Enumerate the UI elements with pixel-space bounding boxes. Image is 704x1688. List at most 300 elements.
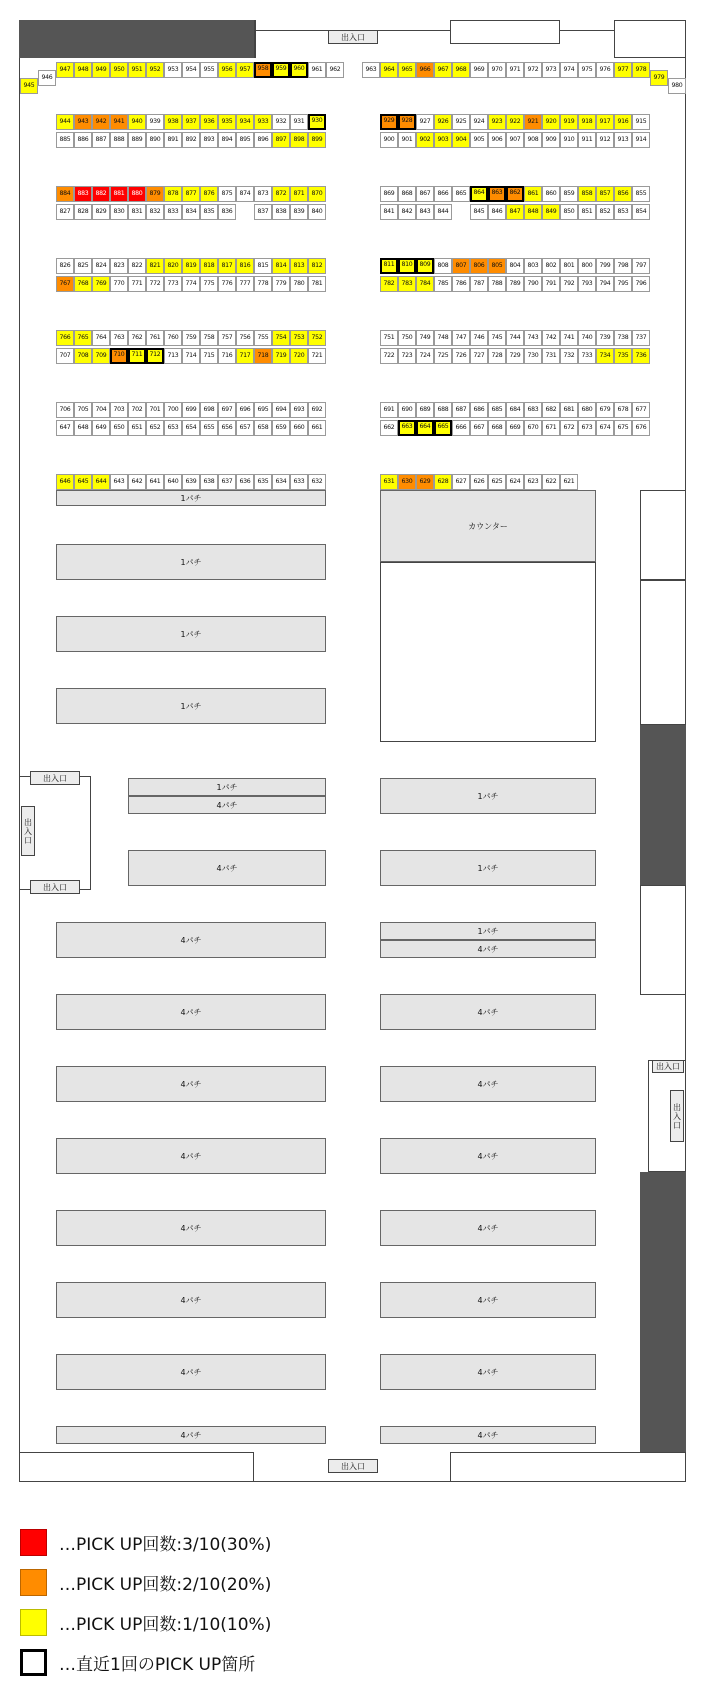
machine-748[interactable]: 748 <box>434 330 452 346</box>
machine-914[interactable]: 914 <box>632 132 650 148</box>
entrance-right-side[interactable]: 出入口 <box>670 1090 684 1142</box>
machine-671[interactable]: 671 <box>542 420 560 436</box>
machine-860[interactable]: 860 <box>542 186 560 202</box>
machine-924[interactable]: 924 <box>470 114 488 130</box>
machine-656[interactable]: 656 <box>218 420 236 436</box>
machine-791[interactable]: 791 <box>542 276 560 292</box>
machine-798[interactable]: 798 <box>614 258 632 274</box>
machine-882[interactable]: 882 <box>92 186 110 202</box>
machine-812[interactable]: 812 <box>308 258 326 274</box>
machine-934[interactable]: 934 <box>236 114 254 130</box>
machine-848[interactable]: 848 <box>524 204 542 220</box>
machine-837[interactable]: 837 <box>254 204 272 220</box>
machine-677[interactable]: 677 <box>632 402 650 418</box>
machine-621[interactable]: 621 <box>560 474 578 490</box>
machine-730[interactable]: 730 <box>524 348 542 364</box>
machine-647[interactable]: 647 <box>56 420 74 436</box>
machine-796[interactable]: 796 <box>632 276 650 292</box>
machine-707[interactable]: 707 <box>56 348 74 364</box>
machine-752[interactable]: 752 <box>308 330 326 346</box>
machine-658[interactable]: 658 <box>254 420 272 436</box>
machine-779[interactable]: 779 <box>272 276 290 292</box>
machine-879[interactable]: 879 <box>146 186 164 202</box>
machine-674[interactable]: 674 <box>596 420 614 436</box>
machine-689[interactable]: 689 <box>416 402 434 418</box>
machine-629[interactable]: 629 <box>416 474 434 490</box>
machine-739[interactable]: 739 <box>596 330 614 346</box>
machine-968[interactable]: 968 <box>452 62 470 78</box>
machine-938[interactable]: 938 <box>164 114 182 130</box>
machine-975[interactable]: 975 <box>578 62 596 78</box>
machine-661[interactable]: 661 <box>308 420 326 436</box>
machine-782[interactable]: 782 <box>380 276 398 292</box>
machine-775[interactable]: 775 <box>200 276 218 292</box>
machine-701[interactable]: 701 <box>146 402 164 418</box>
machine-974[interactable]: 974 <box>560 62 578 78</box>
machine-917[interactable]: 917 <box>596 114 614 130</box>
machine-703[interactable]: 703 <box>110 402 128 418</box>
machine-705[interactable]: 705 <box>74 402 92 418</box>
machine-635[interactable]: 635 <box>254 474 272 490</box>
machine-773[interactable]: 773 <box>164 276 182 292</box>
machine-824[interactable]: 824 <box>92 258 110 274</box>
machine-646[interactable]: 646 <box>56 474 74 490</box>
machine-814[interactable]: 814 <box>272 258 290 274</box>
machine-746[interactable]: 746 <box>470 330 488 346</box>
machine-946[interactable]: 946 <box>38 70 56 86</box>
machine-829[interactable]: 829 <box>92 204 110 220</box>
machine-740[interactable]: 740 <box>578 330 596 346</box>
machine-921[interactable]: 921 <box>524 114 542 130</box>
machine-787[interactable]: 787 <box>470 276 488 292</box>
machine-684[interactable]: 684 <box>506 402 524 418</box>
machine-794[interactable]: 794 <box>596 276 614 292</box>
machine-961[interactable]: 961 <box>308 62 326 78</box>
machine-808[interactable]: 808 <box>434 258 452 274</box>
machine-623[interactable]: 623 <box>524 474 542 490</box>
machine-631[interactable]: 631 <box>380 474 398 490</box>
machine-765[interactable]: 765 <box>74 330 92 346</box>
machine-855[interactable]: 855 <box>632 186 650 202</box>
machine-735[interactable]: 735 <box>614 348 632 364</box>
machine-788[interactable]: 788 <box>488 276 506 292</box>
machine-926[interactable]: 926 <box>434 114 452 130</box>
machine-632[interactable]: 632 <box>308 474 326 490</box>
machine-979[interactable]: 979 <box>650 70 668 86</box>
machine-874[interactable]: 874 <box>236 186 254 202</box>
machine-827[interactable]: 827 <box>56 204 74 220</box>
machine-626[interactable]: 626 <box>470 474 488 490</box>
machine-865[interactable]: 865 <box>452 186 470 202</box>
machine-944[interactable]: 944 <box>56 114 74 130</box>
machine-685[interactable]: 685 <box>488 402 506 418</box>
machine-895[interactable]: 895 <box>236 132 254 148</box>
machine-713[interactable]: 713 <box>164 348 182 364</box>
machine-840[interactable]: 840 <box>308 204 326 220</box>
machine-815[interactable]: 815 <box>254 258 272 274</box>
machine-640[interactable]: 640 <box>164 474 182 490</box>
machine-649[interactable]: 649 <box>92 420 110 436</box>
machine-806[interactable]: 806 <box>470 258 488 274</box>
machine-769[interactable]: 769 <box>92 276 110 292</box>
machine-757[interactable]: 757 <box>218 330 236 346</box>
machine-688[interactable]: 688 <box>434 402 452 418</box>
machine-695[interactable]: 695 <box>254 402 272 418</box>
machine-766[interactable]: 766 <box>56 330 74 346</box>
machine-792[interactable]: 792 <box>560 276 578 292</box>
machine-941[interactable]: 941 <box>110 114 128 130</box>
machine-887[interactable]: 887 <box>92 132 110 148</box>
machine-645[interactable]: 645 <box>74 474 92 490</box>
machine-978[interactable]: 978 <box>632 62 650 78</box>
machine-785[interactable]: 785 <box>434 276 452 292</box>
machine-725[interactable]: 725 <box>434 348 452 364</box>
machine-885[interactable]: 885 <box>56 132 74 148</box>
machine-950[interactable]: 950 <box>110 62 128 78</box>
machine-819[interactable]: 819 <box>182 258 200 274</box>
machine-634[interactable]: 634 <box>272 474 290 490</box>
machine-868[interactable]: 868 <box>398 186 416 202</box>
machine-686[interactable]: 686 <box>470 402 488 418</box>
machine-762[interactable]: 762 <box>128 330 146 346</box>
machine-655[interactable]: 655 <box>200 420 218 436</box>
machine-831[interactable]: 831 <box>128 204 146 220</box>
machine-832[interactable]: 832 <box>146 204 164 220</box>
machine-650[interactable]: 650 <box>110 420 128 436</box>
machine-864[interactable]: 864 <box>470 186 488 202</box>
machine-732[interactable]: 732 <box>560 348 578 364</box>
machine-639[interactable]: 639 <box>182 474 200 490</box>
machine-648[interactable]: 648 <box>74 420 92 436</box>
machine-710[interactable]: 710 <box>110 348 128 364</box>
machine-888[interactable]: 888 <box>110 132 128 148</box>
machine-742[interactable]: 742 <box>542 330 560 346</box>
machine-733[interactable]: 733 <box>578 348 596 364</box>
machine-906[interactable]: 906 <box>488 132 506 148</box>
machine-899[interactable]: 899 <box>308 132 326 148</box>
machine-966[interactable]: 966 <box>416 62 434 78</box>
machine-679[interactable]: 679 <box>596 402 614 418</box>
machine-918[interactable]: 918 <box>578 114 596 130</box>
machine-681[interactable]: 681 <box>560 402 578 418</box>
machine-915[interactable]: 915 <box>632 114 650 130</box>
machine-845[interactable]: 845 <box>470 204 488 220</box>
machine-744[interactable]: 744 <box>506 330 524 346</box>
machine-859[interactable]: 859 <box>560 186 578 202</box>
machine-682[interactable]: 682 <box>542 402 560 418</box>
machine-624[interactable]: 624 <box>506 474 524 490</box>
machine-870[interactable]: 870 <box>308 186 326 202</box>
machine-976[interactable]: 976 <box>596 62 614 78</box>
machine-843[interactable]: 843 <box>416 204 434 220</box>
machine-754[interactable]: 754 <box>272 330 290 346</box>
machine-863[interactable]: 863 <box>488 186 506 202</box>
machine-724[interactable]: 724 <box>416 348 434 364</box>
machine-850[interactable]: 850 <box>560 204 578 220</box>
machine-795[interactable]: 795 <box>614 276 632 292</box>
machine-731[interactable]: 731 <box>542 348 560 364</box>
machine-683[interactable]: 683 <box>524 402 542 418</box>
machine-947[interactable]: 947 <box>56 62 74 78</box>
entrance-left-bottom[interactable]: 出入口 <box>30 880 80 894</box>
machine-816[interactable]: 816 <box>236 258 254 274</box>
machine-708[interactable]: 708 <box>74 348 92 364</box>
machine-873[interactable]: 873 <box>254 186 272 202</box>
machine-706[interactable]: 706 <box>56 402 74 418</box>
machine-638[interactable]: 638 <box>200 474 218 490</box>
machine-839[interactable]: 839 <box>290 204 308 220</box>
machine-693[interactable]: 693 <box>290 402 308 418</box>
machine-866[interactable]: 866 <box>434 186 452 202</box>
machine-835[interactable]: 835 <box>200 204 218 220</box>
machine-867[interactable]: 867 <box>416 186 434 202</box>
machine-952[interactable]: 952 <box>146 62 164 78</box>
machine-933[interactable]: 933 <box>254 114 272 130</box>
machine-823[interactable]: 823 <box>110 258 128 274</box>
machine-668[interactable]: 668 <box>488 420 506 436</box>
machine-718[interactable]: 718 <box>254 348 272 364</box>
machine-728[interactable]: 728 <box>488 348 506 364</box>
machine-699[interactable]: 699 <box>182 402 200 418</box>
machine-830[interactable]: 830 <box>110 204 128 220</box>
machine-861[interactable]: 861 <box>524 186 542 202</box>
machine-948[interactable]: 948 <box>74 62 92 78</box>
machine-793[interactable]: 793 <box>578 276 596 292</box>
machine-821[interactable]: 821 <box>146 258 164 274</box>
machine-825[interactable]: 825 <box>74 258 92 274</box>
machine-761[interactable]: 761 <box>146 330 164 346</box>
machine-738[interactable]: 738 <box>614 330 632 346</box>
machine-828[interactable]: 828 <box>74 204 92 220</box>
machine-910[interactable]: 910 <box>560 132 578 148</box>
machine-971[interactable]: 971 <box>506 62 524 78</box>
machine-723[interactable]: 723 <box>398 348 416 364</box>
machine-694[interactable]: 694 <box>272 402 290 418</box>
machine-813[interactable]: 813 <box>290 258 308 274</box>
machine-687[interactable]: 687 <box>452 402 470 418</box>
entrance-right-top[interactable]: 出入口 <box>652 1060 684 1073</box>
machine-927[interactable]: 927 <box>416 114 434 130</box>
machine-844[interactable]: 844 <box>434 204 452 220</box>
machine-854[interactable]: 854 <box>632 204 650 220</box>
machine-696[interactable]: 696 <box>236 402 254 418</box>
machine-851[interactable]: 851 <box>578 204 596 220</box>
machine-965[interactable]: 965 <box>398 62 416 78</box>
machine-777[interactable]: 777 <box>236 276 254 292</box>
machine-883[interactable]: 883 <box>74 186 92 202</box>
machine-826[interactable]: 826 <box>56 258 74 274</box>
machine-960[interactable]: 960 <box>290 62 308 78</box>
machine-893[interactable]: 893 <box>200 132 218 148</box>
machine-641[interactable]: 641 <box>146 474 164 490</box>
machine-929[interactable]: 929 <box>380 114 398 130</box>
machine-804[interactable]: 804 <box>506 258 524 274</box>
machine-786[interactable]: 786 <box>452 276 470 292</box>
machine-755[interactable]: 755 <box>254 330 272 346</box>
machine-805[interactable]: 805 <box>488 258 506 274</box>
machine-783[interactable]: 783 <box>398 276 416 292</box>
machine-734[interactable]: 734 <box>596 348 614 364</box>
machine-876[interactable]: 876 <box>200 186 218 202</box>
machine-955[interactable]: 955 <box>200 62 218 78</box>
machine-900[interactable]: 900 <box>380 132 398 148</box>
machine-898[interactable]: 898 <box>290 132 308 148</box>
machine-749[interactable]: 749 <box>416 330 434 346</box>
machine-811[interactable]: 811 <box>380 258 398 274</box>
machine-720[interactable]: 720 <box>290 348 308 364</box>
machine-852[interactable]: 852 <box>596 204 614 220</box>
machine-878[interactable]: 878 <box>164 186 182 202</box>
machine-676[interactable]: 676 <box>632 420 650 436</box>
machine-716[interactable]: 716 <box>218 348 236 364</box>
machine-880[interactable]: 880 <box>128 186 146 202</box>
machine-896[interactable]: 896 <box>254 132 272 148</box>
machine-800[interactable]: 800 <box>578 258 596 274</box>
machine-838[interactable]: 838 <box>272 204 290 220</box>
machine-905[interactable]: 905 <box>470 132 488 148</box>
machine-803[interactable]: 803 <box>524 258 542 274</box>
machine-652[interactable]: 652 <box>146 420 164 436</box>
machine-920[interactable]: 920 <box>542 114 560 130</box>
machine-892[interactable]: 892 <box>182 132 200 148</box>
machine-750[interactable]: 750 <box>398 330 416 346</box>
entrance-left-side[interactable]: 出入口 <box>21 806 35 856</box>
machine-751[interactable]: 751 <box>380 330 398 346</box>
machine-700[interactable]: 700 <box>164 402 182 418</box>
machine-627[interactable]: 627 <box>452 474 470 490</box>
machine-901[interactable]: 901 <box>398 132 416 148</box>
machine-691[interactable]: 691 <box>380 402 398 418</box>
machine-953[interactable]: 953 <box>164 62 182 78</box>
machine-919[interactable]: 919 <box>560 114 578 130</box>
machine-719[interactable]: 719 <box>272 348 290 364</box>
machine-875[interactable]: 875 <box>218 186 236 202</box>
machine-849[interactable]: 849 <box>542 204 560 220</box>
machine-704[interactable]: 704 <box>92 402 110 418</box>
machine-935[interactable]: 935 <box>218 114 236 130</box>
machine-729[interactable]: 729 <box>506 348 524 364</box>
machine-774[interactable]: 774 <box>182 276 200 292</box>
entrance-left-top[interactable]: 出入口 <box>30 771 80 785</box>
machine-891[interactable]: 891 <box>164 132 182 148</box>
machine-780[interactable]: 780 <box>290 276 308 292</box>
machine-628[interactable]: 628 <box>434 474 452 490</box>
machine-942[interactable]: 942 <box>92 114 110 130</box>
machine-717[interactable]: 717 <box>236 348 254 364</box>
machine-659[interactable]: 659 <box>272 420 290 436</box>
machine-894[interactable]: 894 <box>218 132 236 148</box>
machine-672[interactable]: 672 <box>560 420 578 436</box>
machine-743[interactable]: 743 <box>524 330 542 346</box>
machine-912[interactable]: 912 <box>596 132 614 148</box>
machine-949[interactable]: 949 <box>92 62 110 78</box>
machine-884[interactable]: 884 <box>56 186 74 202</box>
machine-673[interactable]: 673 <box>578 420 596 436</box>
machine-711[interactable]: 711 <box>128 348 146 364</box>
machine-972[interactable]: 972 <box>524 62 542 78</box>
machine-869[interactable]: 869 <box>380 186 398 202</box>
entrance-bottom[interactable]: 出入口 <box>328 1459 378 1473</box>
machine-980[interactable]: 980 <box>668 78 686 94</box>
machine-680[interactable]: 680 <box>578 402 596 418</box>
machine-642[interactable]: 642 <box>128 474 146 490</box>
machine-897[interactable]: 897 <box>272 132 290 148</box>
machine-881[interactable]: 881 <box>110 186 128 202</box>
machine-911[interactable]: 911 <box>578 132 596 148</box>
machine-709[interactable]: 709 <box>92 348 110 364</box>
machine-833[interactable]: 833 <box>164 204 182 220</box>
machine-977[interactable]: 977 <box>614 62 632 78</box>
machine-771[interactable]: 771 <box>128 276 146 292</box>
machine-747[interactable]: 747 <box>452 330 470 346</box>
machine-958[interactable]: 958 <box>254 62 272 78</box>
machine-756[interactable]: 756 <box>236 330 254 346</box>
machine-726[interactable]: 726 <box>452 348 470 364</box>
machine-903[interactable]: 903 <box>434 132 452 148</box>
machine-809[interactable]: 809 <box>416 258 434 274</box>
machine-651[interactable]: 651 <box>128 420 146 436</box>
machine-660[interactable]: 660 <box>290 420 308 436</box>
machine-722[interactable]: 722 <box>380 348 398 364</box>
machine-715[interactable]: 715 <box>200 348 218 364</box>
machine-790[interactable]: 790 <box>524 276 542 292</box>
machine-654[interactable]: 654 <box>182 420 200 436</box>
machine-886[interactable]: 886 <box>74 132 92 148</box>
machine-663[interactable]: 663 <box>398 420 416 436</box>
machine-907[interactable]: 907 <box>506 132 524 148</box>
machine-943[interactable]: 943 <box>74 114 92 130</box>
machine-753[interactable]: 753 <box>290 330 308 346</box>
machine-856[interactable]: 856 <box>614 186 632 202</box>
machine-776[interactable]: 776 <box>218 276 236 292</box>
machine-909[interactable]: 909 <box>542 132 560 148</box>
machine-889[interactable]: 889 <box>128 132 146 148</box>
machine-862[interactable]: 862 <box>506 186 524 202</box>
machine-697[interactable]: 697 <box>218 402 236 418</box>
machine-925[interactable]: 925 <box>452 114 470 130</box>
machine-778[interactable]: 778 <box>254 276 272 292</box>
machine-636[interactable]: 636 <box>236 474 254 490</box>
machine-760[interactable]: 760 <box>164 330 182 346</box>
machine-678[interactable]: 678 <box>614 402 632 418</box>
machine-784[interactable]: 784 <box>416 276 434 292</box>
machine-622[interactable]: 622 <box>542 474 560 490</box>
machine-669[interactable]: 669 <box>506 420 524 436</box>
machine-797[interactable]: 797 <box>632 258 650 274</box>
machine-667[interactable]: 667 <box>470 420 488 436</box>
machine-670[interactable]: 670 <box>524 420 542 436</box>
machine-954[interactable]: 954 <box>182 62 200 78</box>
machine-857[interactable]: 857 <box>596 186 614 202</box>
machine-758[interactable]: 758 <box>200 330 218 346</box>
machine-916[interactable]: 916 <box>614 114 632 130</box>
machine-664[interactable]: 664 <box>416 420 434 436</box>
machine-951[interactable]: 951 <box>128 62 146 78</box>
machine-902[interactable]: 902 <box>416 132 434 148</box>
machine-937[interactable]: 937 <box>182 114 200 130</box>
machine-847[interactable]: 847 <box>506 204 524 220</box>
machine-666[interactable]: 666 <box>452 420 470 436</box>
machine-745[interactable]: 745 <box>488 330 506 346</box>
machine-789[interactable]: 789 <box>506 276 524 292</box>
machine-810[interactable]: 810 <box>398 258 416 274</box>
machine-657[interactable]: 657 <box>236 420 254 436</box>
machine-736[interactable]: 736 <box>632 348 650 364</box>
machine-675[interactable]: 675 <box>614 420 632 436</box>
machine-872[interactable]: 872 <box>272 186 290 202</box>
machine-842[interactable]: 842 <box>398 204 416 220</box>
machine-853[interactable]: 853 <box>614 204 632 220</box>
